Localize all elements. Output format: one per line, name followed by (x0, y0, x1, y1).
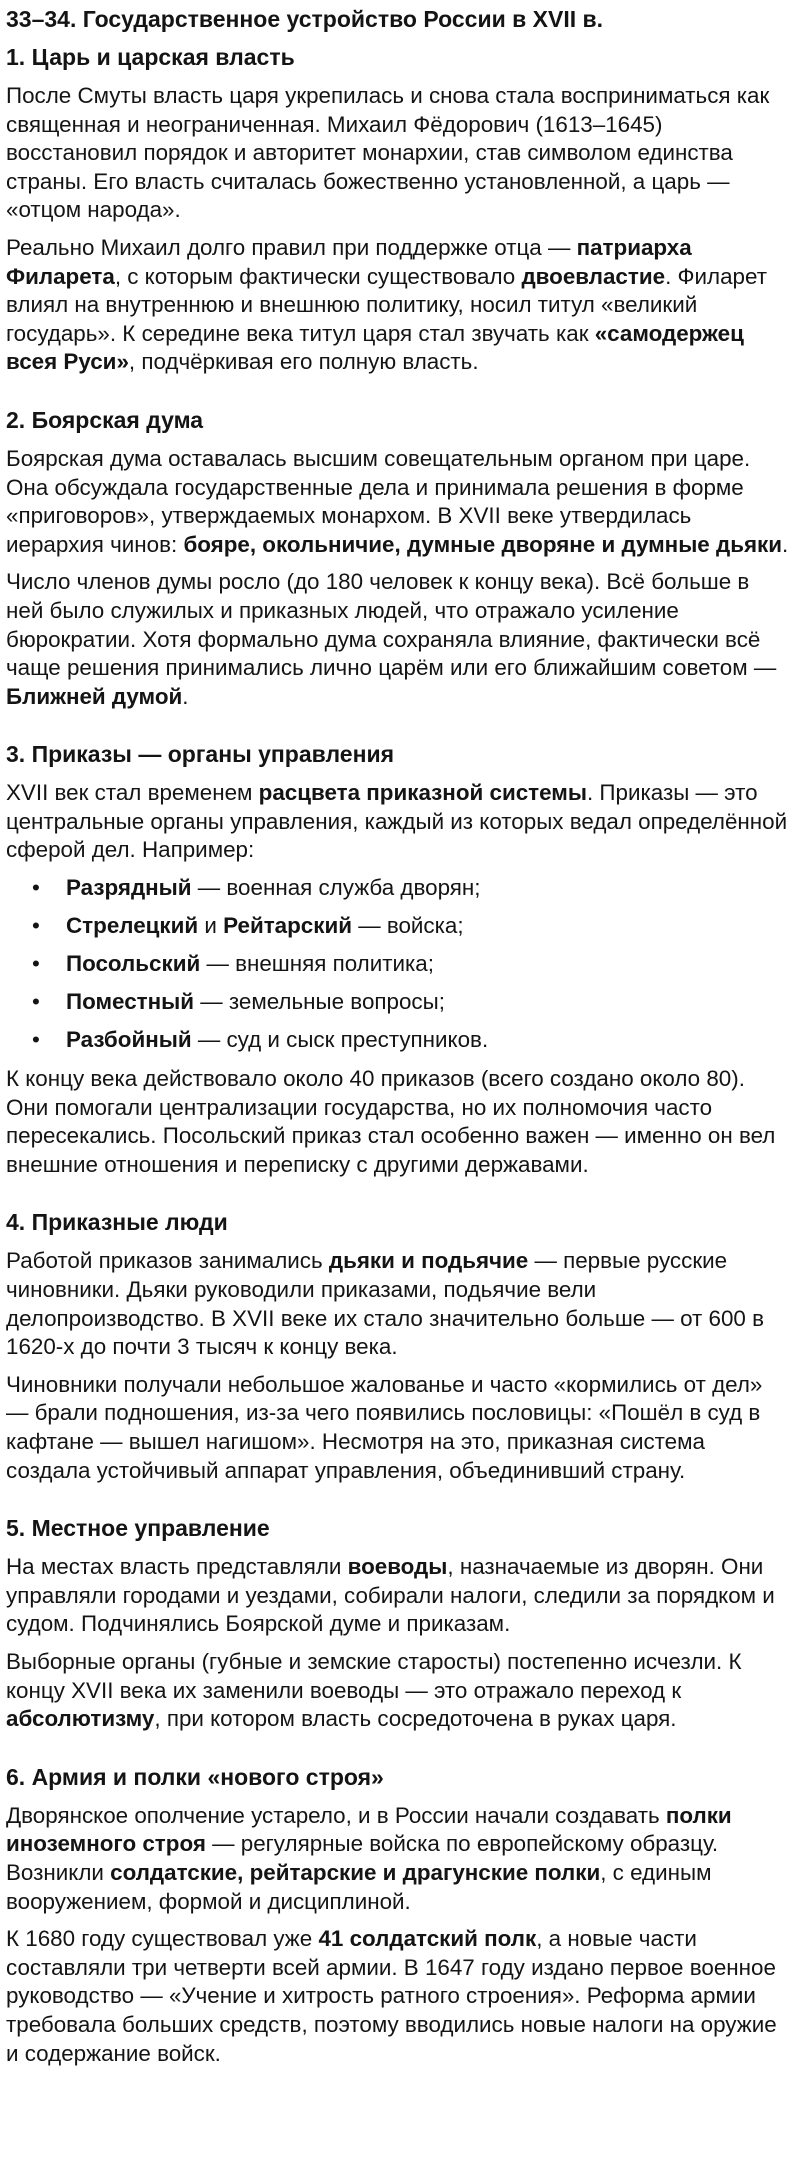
paragraph (6, 1802, 790, 1916)
section-heading: 3. Приказы — органы управления (6, 741, 395, 768)
text-run: , с единым вооружением, формой и дисциплиной. (6, 1859, 712, 1914)
text-run: , с которым фактически существовало (114, 263, 522, 289)
paragraph (6, 1553, 790, 1639)
bold-term: патриарха Филарета (6, 234, 692, 289)
paragraph (6, 1648, 790, 1734)
section (6, 1762, 790, 2068)
paragraph (6, 779, 790, 865)
text-run: — внешняя политика; (200, 951, 434, 977)
bold-term: расцвета приказной системы (258, 780, 587, 806)
bold-term: двоевластие (521, 263, 666, 289)
text-run: и (198, 913, 224, 939)
text-run: , а новые части составляли три четверти всей армии. В 1647 году издано первое военное руководство — «Учение и хитрость ратного строения». Реформа армии требовала больших средств, поэтому вводились новые налоги на оружие и содержание войск. (6, 1926, 777, 2066)
text-run: Дворянское ополчение устарело, и в России начали создавать (6, 1802, 666, 1828)
text-run: На местах власть представляли (6, 1554, 348, 1580)
paragraph (6, 1925, 790, 2068)
list-item (26, 1026, 790, 1054)
bold-term: Разрядный (66, 875, 192, 901)
section (6, 1207, 790, 1485)
section (6, 405, 790, 711)
bold-term: бояре, окольничие, думные дворяне и думные дьяки (183, 531, 782, 557)
section-heading: 2. Боярская дума (6, 406, 204, 433)
text-run: Чиновники получали небольшое жалованье и часто «кормились от дел» — брали подношения, из-за чего появились пословицы: «Пошёл в суд в кафтане — вышел нагишом». Несмотря на это, приказная система создала устойчивый аппарат управления, объединивший страну. (6, 1371, 763, 1483)
paragraph (6, 1371, 790, 1485)
bold-term: Ближней думой (6, 683, 183, 709)
bold-term: солдатские, рейтарские и драгунские полки (110, 1859, 601, 1885)
list-item (26, 988, 790, 1016)
text-run: — регулярные войска по европейскому образцу. Возникли (6, 1831, 719, 1885)
paragraph (6, 1247, 790, 1361)
text-run: — военная служба дворян; (191, 875, 481, 901)
text-run: XVII век стал временем (6, 780, 259, 806)
bold-term: «самодержец всея Руси» (6, 320, 744, 375)
bold-term: воеводы (347, 1554, 448, 1580)
text-run: После Смуты власть царя укрепилась и снова стала восприниматься как священная и неограниченная. Михаил Фёдорович (1613–1645) восстановил порядок и авторитет монархии, став символом единства страны. Его власть считалась божественно установленной, а царь — «отцом народа». (6, 83, 770, 223)
section-heading: 1. Царь и царская власть (6, 44, 295, 70)
bold-term: Разбойный (66, 1027, 192, 1053)
text-run: Боярская дума оставалась высшим совещательным органом при царе. Она обсуждала государственные дела и принимала решения в форме «приговоров», утверждаемых монархом. В XVII веке утвердилась иерархия чинов: (6, 445, 751, 557)
text-run: К концу века действовало около 40 приказов (всего создано около 80). Они помогали централизации государства, но их полномочия часто пересекались. Посольский приказ стал особенно важен — именно он вел внешние отношения и переписку с другими державами. (6, 1066, 776, 1177)
text-run: — войска; (352, 913, 464, 939)
paragraph (6, 1065, 790, 1179)
paragraph (6, 445, 790, 559)
paragraph (6, 82, 790, 225)
text-run: К 1680 году существовал уже (6, 1926, 319, 1952)
bold-term: полки иноземного строя (6, 1802, 732, 1857)
bold-term: Посольский (66, 951, 201, 977)
section (6, 1513, 790, 1734)
list-item (26, 950, 790, 978)
bullet-icon: • (32, 1027, 40, 1053)
section (6, 739, 790, 1179)
text-run: , подчёркивая его полную власть. (128, 349, 479, 375)
text-run: , назначаемые из дворян. Они управляли городами и уездами, собирали налоги, следили за порядком и судом. Подчинялись Боярской думе и приказам. (6, 1554, 775, 1637)
bullet-icon: • (32, 913, 40, 939)
bold-term: дьяки и подьячие (328, 1248, 529, 1274)
paragraph (6, 234, 790, 377)
text-run: Работой приказов занимались (6, 1248, 329, 1274)
paragraph (6, 568, 790, 711)
list-item (26, 912, 790, 940)
text-run: , при котором власть сосредоточена в руках царя. (154, 1706, 677, 1732)
bold-term: Рейтарский (223, 913, 352, 939)
text-run: . Филарет влиял на внутреннюю и внешнюю политику, носил титул «великий государь». К середине века титул царя стал звучать как (6, 263, 767, 346)
text-run: — первые русские чиновники. Дьяки руководили приказами, подьячие вели делопроизводство. В XVII веке их стало значительно больше — от 600 в 1620-х до почти 3 тысяч к концу века. (6, 1248, 764, 1360)
section-heading: 6. Армия и полки «нового строя» (6, 1763, 384, 1790)
document-title: 33–34. Государственное устройство России в XVII в. (6, 6, 604, 32)
section (6, 42, 790, 377)
bold-term: Стрелецкий (66, 913, 199, 939)
bold-term: Поместный (66, 989, 195, 1015)
bold-term: 41 солдатский полк (318, 1926, 537, 1952)
sections-container (6, 42, 790, 2068)
bullet-icon: • (32, 875, 40, 901)
text-run: Выборные органы (губные и земские старосты) постепенно исчезли. К концу XVII века их заменили воеводы — это отражало переход к (6, 1648, 742, 1703)
bullet-icon: • (32, 951, 40, 977)
bullet-icon: • (32, 989, 40, 1015)
text-run: . (182, 683, 189, 709)
section-heading: 5. Местное управление (6, 1515, 270, 1542)
text-run: — суд и сыск преступников. (191, 1027, 489, 1053)
text-run: Реально Михаил долго правил при поддержке отца — (6, 234, 577, 260)
bold-term: абсолютизму (6, 1706, 155, 1732)
text-run: Число членов думы росло (до 180 человек к концу века). Всё больше в ней было служилых и приказных людей, что отражало усиление бюрократии. Хотя формально дума сохраняла влияние, фактически всё чаще решения принимались лично царём или его ближайшим советом — (6, 569, 777, 681)
section-heading: 4. Приказные люди (6, 1209, 228, 1236)
bullet-list (6, 874, 790, 1054)
text-run: — земельные вопросы; (194, 989, 445, 1015)
text-run: . Приказы — это центральные органы управления, каждый из которых ведал определённой сферой дел. Например: (6, 780, 788, 863)
text-run: . (782, 531, 789, 557)
list-item (26, 874, 790, 902)
